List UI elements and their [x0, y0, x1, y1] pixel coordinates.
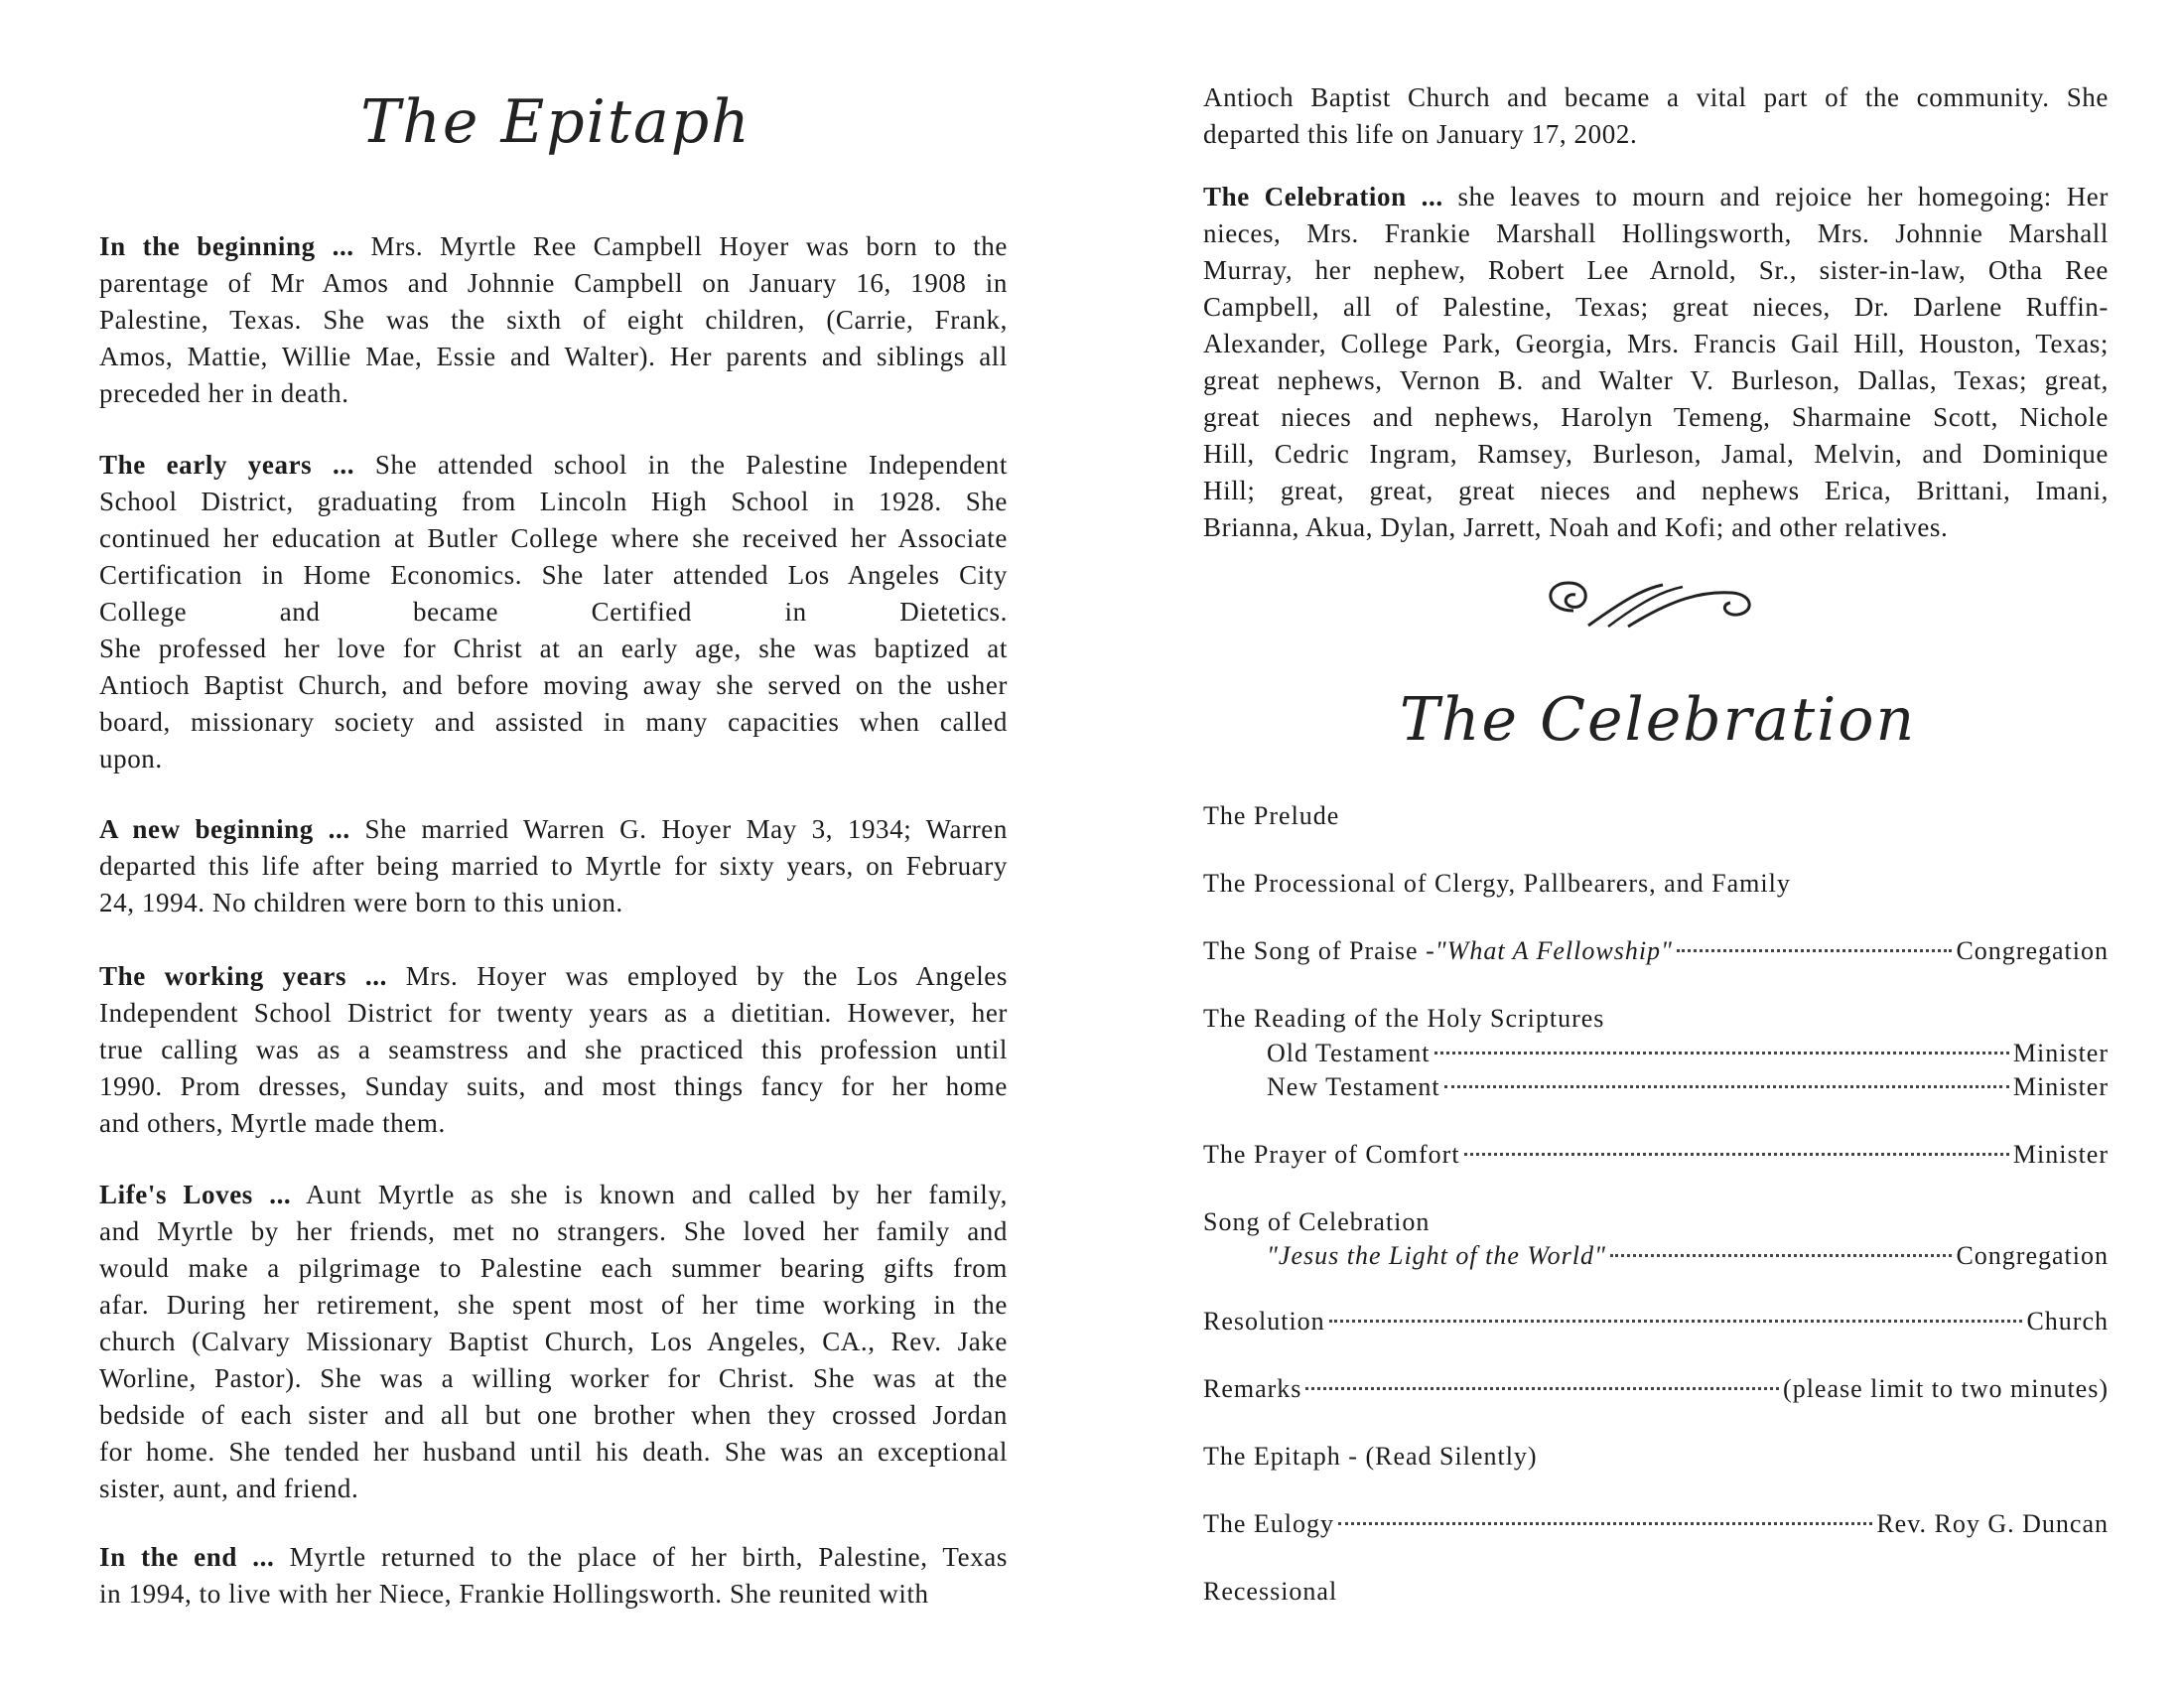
paragraph-line: Campbell, all of Palestine, Texas; great nieces, Dr. Darlene Ruffin- — [1203, 292, 2109, 322]
paragraph-line: Independent School District for twenty years as a dietitian. However, her — [99, 998, 1008, 1028]
paragraph-line: true calling was as a seamstress and she practiced this profession until — [99, 1035, 1008, 1064]
program-item-label: Old Testament — [1267, 1039, 1431, 1067]
paragraph-line: The Celebration ... she leaves to mourn and rejoice her homegoing: Her — [1203, 182, 2109, 211]
order-of-service — [1203, 0, 2109, 1688]
paragraph — [99, 228, 1008, 412]
epitaph-title: The Epitaph — [360, 87, 751, 157]
dot-leader — [1338, 1522, 1872, 1525]
paragraph-line: and Myrtle by her friends, met no strangers. She loved her family and — [99, 1216, 1008, 1246]
paragraph-line: College and became Certified in Dietetics. — [99, 597, 1008, 627]
program-item — [1267, 1070, 2109, 1104]
paragraph-lead: Life's Loves ... — [99, 1180, 292, 1209]
paragraph-line: Antioch Baptist Church and became a vital part of the community. She — [1203, 82, 2109, 112]
paragraph-line: Worline, Pastor). She was a willing worker for Christ. She was at the — [99, 1363, 1008, 1393]
dot-leader — [1434, 1052, 2009, 1055]
program-item — [1267, 1037, 2109, 1070]
paragraph-line: Certification in Home Economics. She later attended Los Angeles City — [99, 560, 1008, 590]
dot-leader — [1444, 1085, 2009, 1088]
program-item-label: Recessional — [1203, 1577, 1338, 1606]
dot-leader — [1464, 1153, 2009, 1156]
program-item-role: Congregation — [1956, 936, 2109, 965]
paragraph-line: In the end ... Myrtle returned to the place of her birth, Palestine, Texas — [99, 1542, 1008, 1572]
program-item — [1203, 799, 2109, 833]
program-item-role: Rev. Roy G. Duncan — [1876, 1509, 2109, 1538]
paragraph-lead: A new beginning ... — [99, 814, 350, 844]
program-item — [1203, 1575, 2109, 1609]
paragraph-line: board, missionary society and assisted in many capacities when called — [99, 707, 1008, 737]
paragraph-line: in 1994, to live with her Niece, Frankie Hollingsworth. She reunited with — [99, 1579, 929, 1609]
paragraph-line: She professed her love for Christ at an early age, she was baptized at — [99, 633, 1008, 663]
paragraph-line: In the beginning ... Mrs. Myrtle Ree Campbell Hoyer was born to the — [99, 231, 1008, 261]
program-item — [1203, 1205, 2109, 1239]
paragraph-line: Life's Loves ... Aunt Myrtle as she is known and called by her family, — [99, 1180, 1008, 1209]
program-item — [1203, 867, 2109, 901]
program-item-label: The Reading of the Holy Scriptures — [1203, 1004, 1605, 1033]
paragraph — [99, 958, 1008, 1142]
dot-leader — [1677, 949, 1953, 952]
paragraph-line: A new beginning ... She married Warren G. Hoyer May 3, 1934; Warren — [99, 814, 1008, 844]
paragraph-line: preceded her in death. — [99, 378, 349, 408]
paragraph-line: upon. — [99, 744, 163, 774]
paragraph-line: afar. During her retirement, she spent most of her time working in the — [99, 1290, 1008, 1320]
paragraph-line: and others, Myrtle made them. — [99, 1108, 446, 1138]
program-item-role: Minister — [2012, 1039, 2109, 1067]
paragraph-lead: In the beginning ... — [99, 231, 354, 261]
program-item-label: New Testament — [1267, 1072, 1440, 1101]
paragraph-line: Amos, Mattie, Willie Mae, Essie and Walter). Her parents and siblings all — [99, 342, 1008, 371]
paragraph — [99, 811, 1008, 921]
paragraph-lead: In the end ... — [99, 1542, 275, 1572]
program-item-role: Church — [2026, 1307, 2109, 1336]
paragraph-line: Antioch Baptist Church, and before moving away she served on the usher — [99, 670, 1008, 700]
paragraph-line: departed this life after being married to Myrtle for sixty years, on February — [99, 851, 1008, 881]
paragraph-line: The working years ... Mrs. Hoyer was employed by the Los Angeles — [99, 961, 1008, 991]
paragraph-line: Brianna, Akua, Dylan, Jarrett, Noah and Kofi; and other relatives. — [1203, 512, 1949, 542]
program-item — [1203, 1507, 2109, 1541]
program-item-label: The Processional of Clergy, Pallbearers, and Family — [1203, 869, 1791, 898]
paragraph-line: continued her education at Butler College where she received her Associate — [99, 523, 1008, 553]
program-item-role: (please limit to two minutes) — [1783, 1374, 2109, 1403]
paragraph-line: bedside of each sister and all but one brother when they crossed Jordan — [99, 1400, 1008, 1430]
program-item-label: The Eulogy — [1203, 1509, 1335, 1538]
paragraph-line: 1990. Prom dresses, Sunday suits, and most things fancy for her home — [99, 1071, 1008, 1101]
paragraph-line: Palestine, Texas. She was the sixth of eight children, (Carrie, Frank, — [99, 305, 1008, 335]
paragraph-line: Hill, Cedric Ingram, Ramsey, Burleson, Jamal, Melvin, and Dominique — [1203, 439, 2109, 469]
program-item — [1203, 1372, 2109, 1406]
paragraph-line: 24, 1994. No children were born to this union. — [99, 888, 623, 917]
program-item — [1203, 1138, 2109, 1172]
program-item — [1203, 1002, 2109, 1036]
paragraph — [99, 1177, 1008, 1507]
paragraph-line: The early years ... She attended school in the Palestine Independent — [99, 450, 1008, 480]
program-item-role: Minister — [2012, 1072, 2109, 1101]
program-item — [1203, 1440, 2109, 1474]
paragraph-line: departed this life on January 17, 2002. — [1203, 119, 1638, 149]
paragraph-line: Murray, her nephew, Robert Lee Arnold, Sr., sister-in-law, Otha Ree — [1203, 255, 2109, 285]
program-item — [1203, 934, 2109, 968]
paragraph — [99, 1539, 1008, 1613]
paragraph-line: for home. She tended her husband until his death. She was an exceptional — [99, 1437, 1008, 1467]
dot-leader — [1329, 1320, 2023, 1323]
paragraph-line: great nephews, Vernon B. and Walter V. Burleson, Dallas, Texas; great, — [1203, 365, 2109, 395]
celebration-title: The Celebration — [1399, 685, 1917, 755]
paragraph-line: nieces, Mrs. Frankie Marshall Hollingsworth, Mrs. Johnnie Marshall — [1203, 218, 2109, 248]
paragraph-line: would make a pilgrimage to Palestine each summer bearing gifts from — [99, 1253, 1008, 1283]
paragraph-line: School District, graduating from Lincoln High School in 1928. She — [99, 487, 1008, 516]
program-item-label: The Song of Praise - — [1203, 936, 1435, 965]
program-item — [1203, 1305, 2109, 1338]
program-item-title: "Jesus the Light of the World" — [1267, 1241, 1606, 1270]
paragraph-lead: The early years ... — [99, 450, 355, 480]
program-item-label: The Prayer of Comfort — [1203, 1140, 1460, 1169]
paragraph-line: parentage of Mr Amos and Johnnie Campbell on January 16, 1908 in — [99, 268, 1008, 298]
paragraph-line: Alexander, College Park, Georgia, Mrs. Francis Gail Hill, Houston, Texas; — [1203, 329, 2109, 358]
program-item-label: The Epitaph - (Read Silently) — [1203, 1442, 1538, 1471]
program-item-label: The Prelude — [1203, 801, 1340, 830]
program-item-label: Song of Celebration — [1203, 1207, 1431, 1236]
program-item-title: "What A Fellowship" — [1434, 936, 1673, 965]
dot-leader — [1305, 1387, 1779, 1390]
paragraph-lead: The working years ... — [99, 961, 387, 991]
program-item-label: Resolution — [1203, 1307, 1325, 1336]
program-item — [1267, 1239, 2109, 1273]
program-item-label: Remarks — [1203, 1374, 1302, 1403]
program-item-role: Congregation — [1956, 1241, 2109, 1270]
paragraph-line: sister, aunt, and friend. — [99, 1474, 359, 1503]
program-item-role: Minister — [2012, 1140, 2109, 1169]
paragraph-lead: The Celebration ... — [1203, 182, 1443, 211]
paragraph-line: church (Calvary Missionary Baptist Church, Los Angeles, CA., Rev. Jake — [99, 1327, 1008, 1356]
paragraph-line: great nieces and nephews, Harolyn Temeng, Sharmaine Scott, Nichole — [1203, 402, 2109, 432]
dot-leader — [1610, 1254, 1953, 1257]
paragraph-line: Hill; great, great, great nieces and nephews Erica, Brittani, Imani, — [1203, 476, 2109, 505]
paragraph — [99, 447, 1008, 777]
